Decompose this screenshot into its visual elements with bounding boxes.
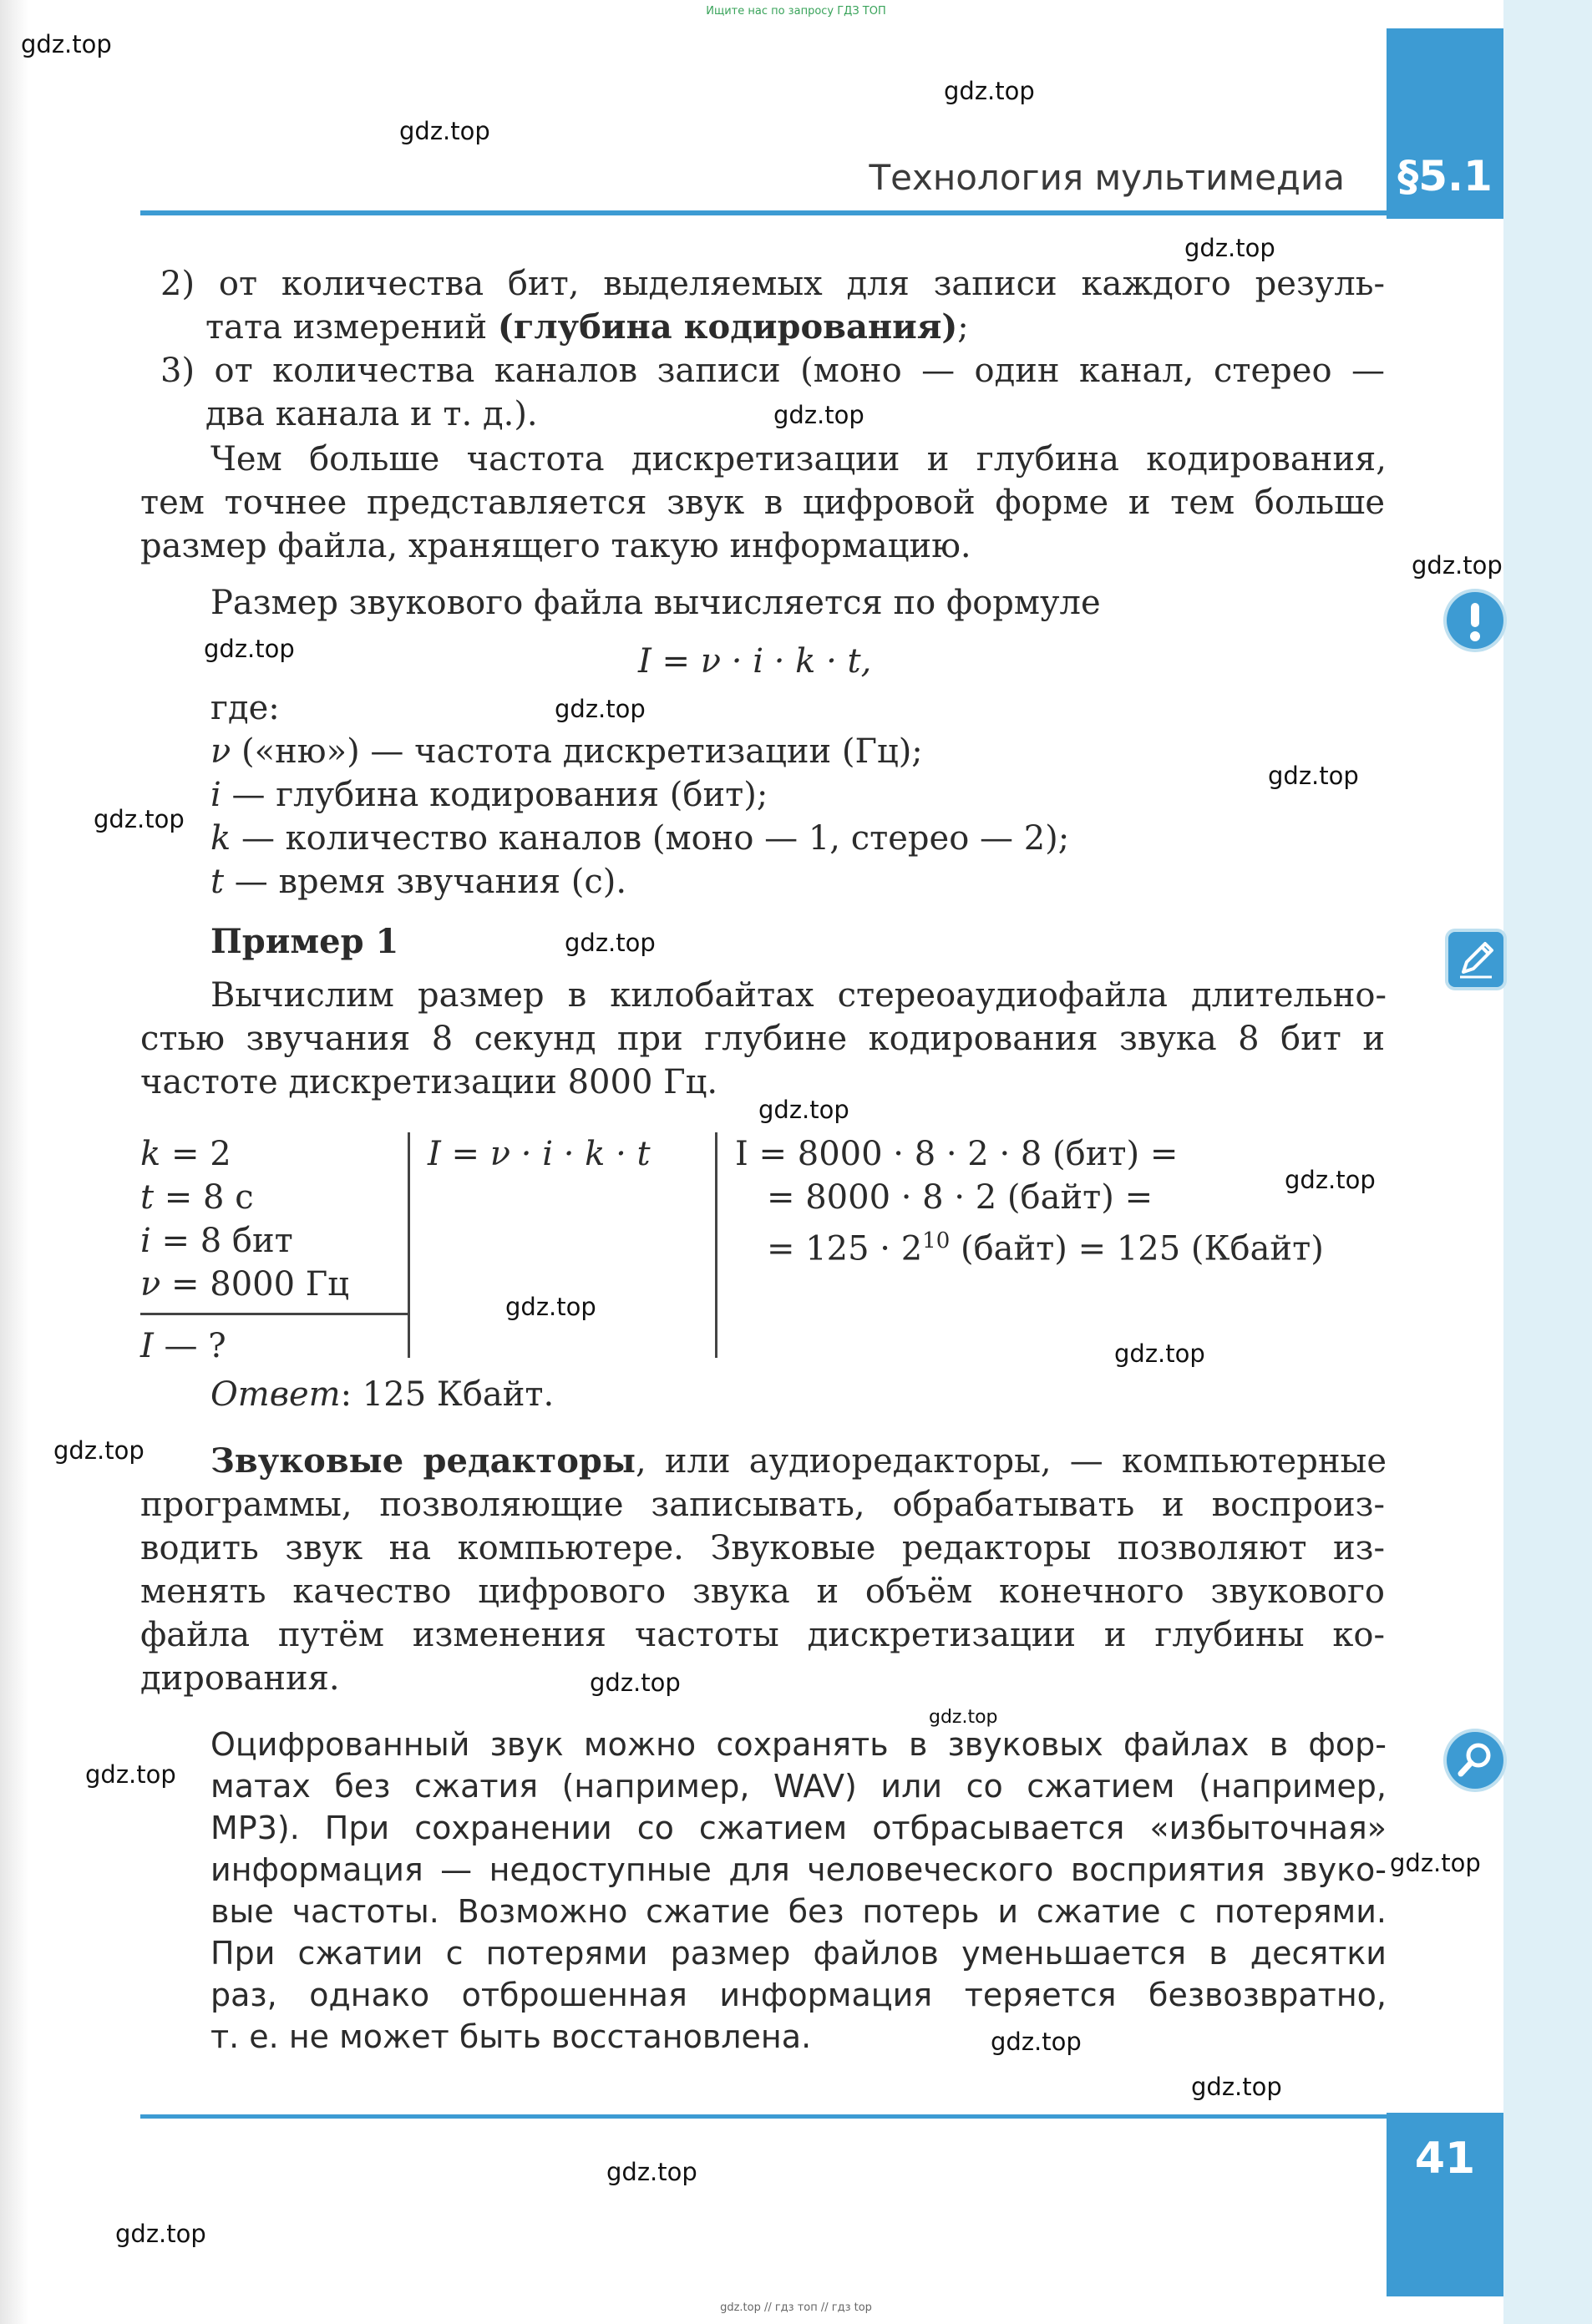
watermark: gdz.top xyxy=(21,30,112,58)
formula: I = ν · i · k · t, xyxy=(638,642,872,681)
example-text-line-2: стью звучания 8 секунд при глубине кодирования звука 8 бит и xyxy=(140,1020,1385,1058)
compression-line-2: матах без сжатия (например, WAV) или со сжатием (например, xyxy=(210,1768,1387,1805)
definition-bit-depth: i — глубина кодирования (бит); xyxy=(210,776,768,814)
given-i: i = 8 бит xyxy=(140,1222,293,1260)
given-t: t = 8 с xyxy=(140,1178,254,1217)
watermark: gdz.top xyxy=(991,2028,1082,2056)
watermark: gdz.top xyxy=(1268,762,1359,790)
compression-line-8: т. е. не может быть восстановлена. xyxy=(210,2018,812,2055)
watermark: gdz.top xyxy=(1184,234,1275,262)
given-nu: ν = 8000 Гц xyxy=(140,1265,349,1304)
editors-line-6: дирования. xyxy=(140,1659,340,1698)
watermark: gdz.top xyxy=(929,1707,998,1728)
editors-line-4: менять качество цифрового звука и объём конечного звукового xyxy=(140,1572,1385,1611)
example-formula: I = ν · i · k · t xyxy=(428,1135,651,1173)
compression-line-4: информация — недоступные для человеческого восприятия звуко- xyxy=(210,1851,1387,1888)
find-unknown: I — ? xyxy=(140,1327,226,1365)
given-separator xyxy=(140,1313,409,1315)
definition-frequency: ν («ню») — частота дискретизации (Гц); xyxy=(210,732,923,771)
top-banner: Ищите нас по запросу ГДЗ ТОП xyxy=(706,5,886,18)
watermark: gdz.top xyxy=(505,1293,596,1321)
watermark: gdz.top xyxy=(758,1096,849,1124)
editors-line-3: водить звук на компьютере. Звуковые редакторы позволяют из- xyxy=(140,1529,1385,1567)
watermark: gdz.top xyxy=(53,1436,144,1465)
magnifier-icon xyxy=(1447,1732,1503,1789)
watermark: gdz.top xyxy=(94,805,185,833)
watermark: gdz.top xyxy=(1191,2073,1282,2101)
watermark: gdz.top xyxy=(1114,1339,1205,1368)
watermark: gdz.top xyxy=(565,929,656,957)
header-rule xyxy=(140,210,1503,215)
watermark: gdz.top xyxy=(1285,1166,1376,1194)
editors-line-1: Звуковые редакторы, или аудиоредакторы, — компьютерные xyxy=(210,1441,1387,1481)
bottom-banner: gdz.top // гдз топ // гдз top xyxy=(720,2301,872,2314)
exclamation-icon xyxy=(1447,592,1503,649)
paragraph-1-line-2: тем точнее представляется звук в цифровой форме и тем больше xyxy=(140,484,1385,522)
pencil-icon xyxy=(1448,932,1503,987)
page-number: 41 xyxy=(1414,2134,1476,2184)
answer: Ответ: 125 Кбайт. xyxy=(210,1375,555,1414)
watermark: gdz.top xyxy=(944,77,1035,105)
list-item-2-line-1: 2) от количества бит, выделяемых для записи каждого резуль- xyxy=(160,265,1385,303)
table-divider-2 xyxy=(715,1132,717,1358)
definition-channels: k — количество каналов (моно — 1, стерео — 2); xyxy=(210,819,1070,858)
given-k: k = 2 xyxy=(140,1135,231,1173)
watermark: gdz.top xyxy=(555,695,646,723)
list-item-3-line-1: 3) от количества каналов записи (моно — один канал, стерео — xyxy=(160,352,1385,390)
compression-line-5: вые частоты. Возможно сжатие без потерь и сжатие с потерями. xyxy=(210,1893,1387,1930)
editors-line-5: файла путём изменения частоты дискретизации и глубины ко- xyxy=(140,1616,1385,1654)
watermark: gdz.top xyxy=(399,117,490,145)
formula-intro: Размер звукового файла вычисляется по формуле xyxy=(210,584,1101,622)
watermark: gdz.top xyxy=(1390,1849,1481,1877)
right-margin-strip xyxy=(1503,0,1592,2324)
footer-rule xyxy=(140,2114,1387,2119)
table-divider-1 xyxy=(408,1132,410,1358)
example-text-line-3: частоте дискретизации 8000 Гц. xyxy=(140,1063,718,1101)
watermark: gdz.top xyxy=(1412,551,1503,580)
definition-time: t — время звучания (с). xyxy=(210,863,627,901)
watermark: gdz.top xyxy=(204,635,295,663)
chapter-title: Технология мультимедиа xyxy=(869,157,1345,198)
watermark: gdz.top xyxy=(773,401,864,429)
calc-line-2: = 8000 · 8 · 2 (байт) = xyxy=(767,1178,1153,1217)
term-bit-depth: (глубина кодирования) xyxy=(497,307,958,347)
calc-line-1: I = 8000 · 8 · 2 · 8 (бит) = xyxy=(735,1135,1179,1173)
where-label: где: xyxy=(210,689,280,727)
example-title: Пример 1 xyxy=(210,922,399,961)
watermark: gdz.top xyxy=(606,2158,697,2186)
editors-line-2: программы, позволяющие записывать, обрабатывать и воспроиз- xyxy=(140,1486,1385,1524)
watermark: gdz.top xyxy=(115,2220,206,2248)
page-fold-shadow xyxy=(0,0,28,2324)
example-text-line-1: Вычислим размер в килобайтах стереоаудиофайла длительно- xyxy=(210,976,1387,1015)
list-item-2-line-2: тата измерений (глубина кодирования); xyxy=(205,307,969,347)
watermark: gdz.top xyxy=(85,1760,176,1789)
compression-line-3: MP3). При сохранении со сжатием отбрасывается «избыточная» xyxy=(210,1810,1387,1846)
section-number: §5.1 xyxy=(1397,152,1493,200)
paragraph-1-line-3: размер файла, хранящего такую информацию. xyxy=(140,527,971,565)
compression-line-6: При сжатии с потерями размер файлов уменьшается в десятки xyxy=(210,1935,1387,1972)
calc-line-3: = $125 \cdot 2^{10}$ (байт) = 125 (Кбайт) xyxy=(767,1228,1324,1268)
watermark: gdz.top xyxy=(590,1668,681,1697)
paragraph-1-line-1: Чем больше частота дискретизации и глубина кодирования, xyxy=(210,440,1387,478)
list-item-3-line-2: два канала и т. д.). xyxy=(205,395,538,433)
compression-line-1: Оцифрованный звук можно сохранять в звуковых файлах в фор- xyxy=(210,1726,1387,1763)
compression-line-7: раз, однако отброшенная информация теряется безвозвратно, xyxy=(210,1977,1387,2013)
